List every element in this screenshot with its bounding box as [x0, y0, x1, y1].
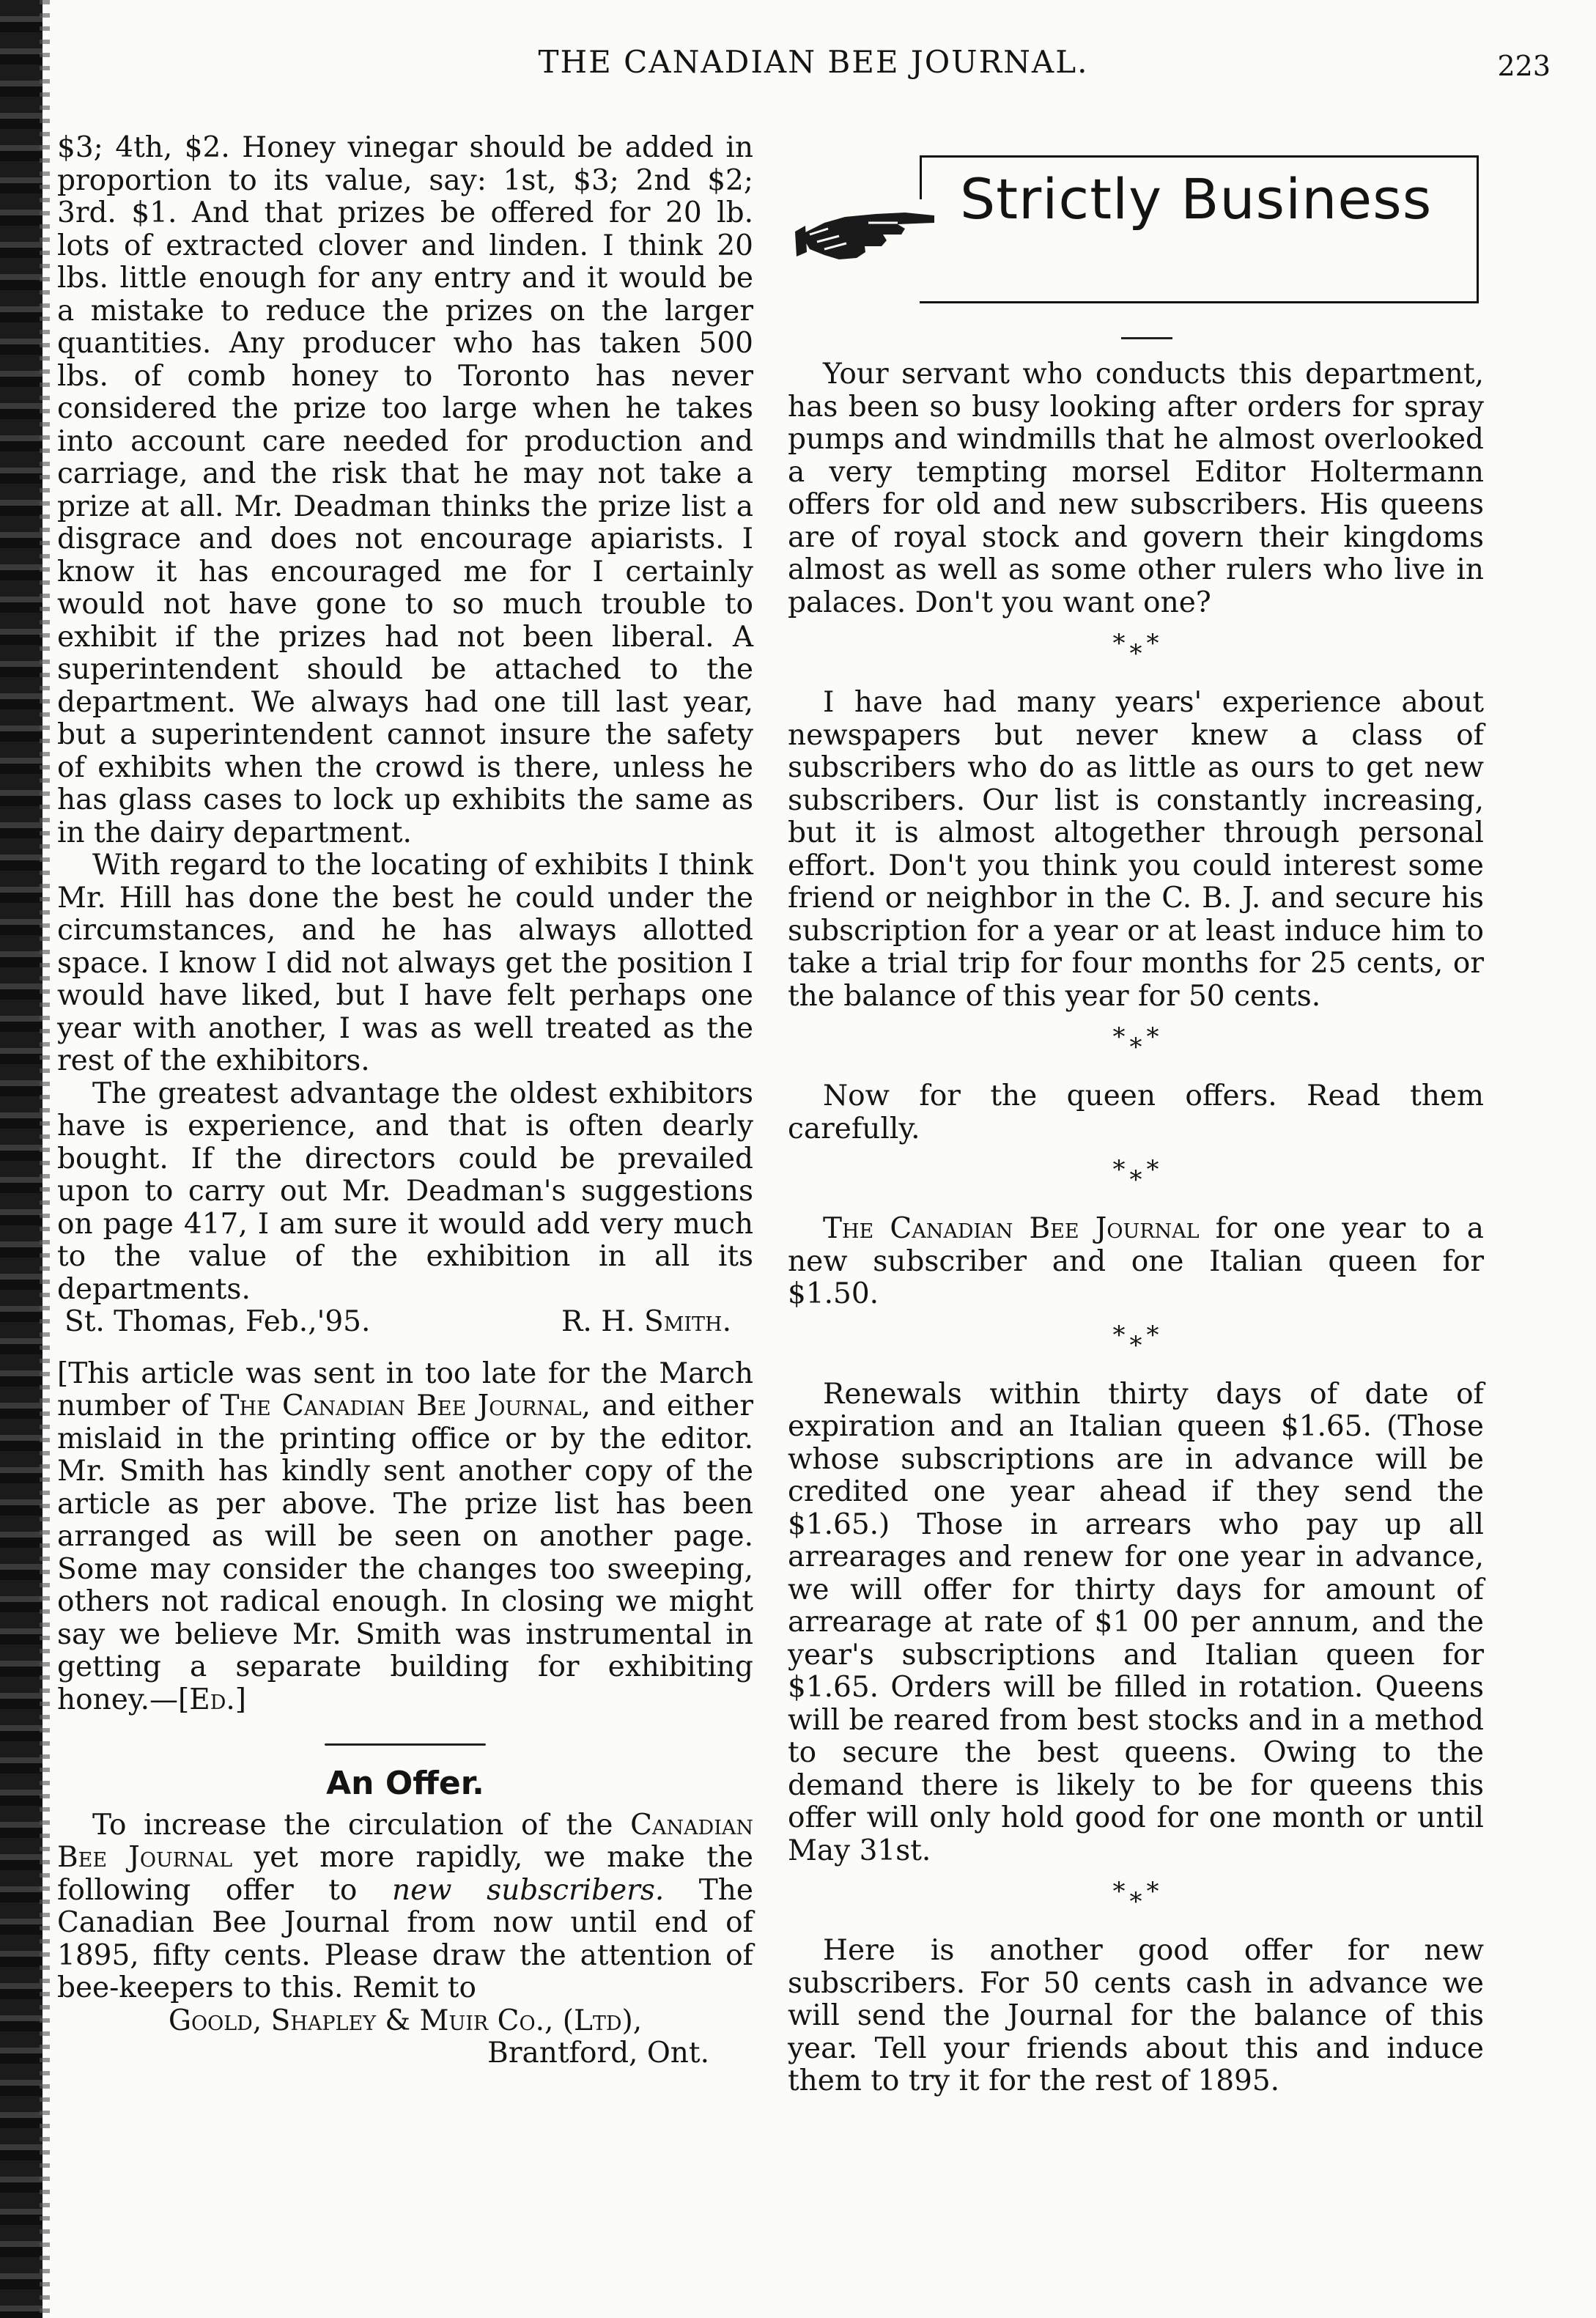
banner-title: Strictly Business	[960, 166, 1433, 232]
asterism-divider: * * *	[1112, 1155, 1159, 1195]
new-subscribers-emphasis: new subscribers.	[391, 1873, 665, 1907]
asterism-divider: * * *	[1112, 1877, 1159, 1916]
right-column	[788, 139, 1484, 2098]
page-number: 223	[1497, 50, 1551, 82]
business-paragraph: Your servant who conducts this department, has been so busy looking after orders for spray pumps and windmills that he almost overlooked a very tempting morsel Editor Holtermann offers for old and new subscribers. His queens are of royal stock and govern their kingdoms almost as well as some other rulers who live in palaces. Don't you want one?	[788, 358, 1484, 619]
asterism-divider: * * *	[1112, 1022, 1159, 1062]
editor-mark: Ed.	[189, 1683, 235, 1716]
asterism-divider: * * *	[1112, 1320, 1159, 1360]
article-signature	[57, 1306, 753, 1339]
section-divider	[57, 1734, 753, 1754]
signature-place-date: St. Thomas, Feb.,'95.	[64, 1305, 371, 1338]
signature-author: R. H. Smith.	[561, 1305, 731, 1338]
strictly-business-banner	[788, 139, 1484, 322]
article-paragraph: The greatest advantage the oldest exhibitors have is experience, and that is often dearly bought. If the directors could be prevailed upon to carry out Mr. Deadman's suggestions on page 417, I am sure it would add very much to the value of the exhibition in all its departments.	[57, 1077, 753, 1306]
business-paragraph: Now for the queen offers. Read them carefully.	[788, 1079, 1484, 1145]
book-binding-edge	[0, 0, 43, 2318]
offer-paragraph: To increase the circulation of the Canadian Bee Journal yet more rapidly, we make the following offer to new subscribers. The Canadian Bee Journal from now until end of 1895, fifty cents. Please draw the attention of bee-keepers to this. Remit to	[57, 1808, 753, 2004]
pointing-hand-icon	[795, 191, 942, 271]
heading-rule	[1121, 337, 1172, 339]
business-paragraph: I have had many years' experience about newspapers but never knew a class of subscribers who do as little as ours to get new subscribers. Our list is constantly increasing, but it is almost altogether through personal effort. Don't you think you could interest some friend or neighbor in the C. B. J. and secure his subscription for a year or at least induce him to take a trial trip for four months for 25 cents, or the balance of this year for 50 cents.	[788, 686, 1484, 1013]
running-head: THE CANADIAN BEE JOURNAL.	[538, 44, 1089, 80]
article-paragraph: With regard to the locating of exhibits I think Mr. Hill has done the best he could under the circumstances, and he has always allotted space. I know I did not always get the position I would have liked, but I have felt perhaps one year with another, I was as well treated as the rest of the exhibitors.	[57, 849, 753, 1077]
business-paragraph: Here is another good offer for new subscribers. For 50 cents cash in advance we will send the Journal for the balance of this year. Tell your friends about this and induce them to try it for the rest of 1895.	[788, 1934, 1484, 2097]
article-paragraph: $3; 4th, $2. Honey vinegar should be added in proportion to its value, say: 1st, $3; 2nd $2; 3rd. $1. And that prizes be offered for 20 lb. lots of extracted clover and linden. I think 20 lbs. little enough for any entry and it would be a mistake to reduce the prizes on the larger quantities. Any producer who has taken 500 lbs. of comb honey to Toronto has never considered the prize too large when he takes into account care needed for production and carriage, and the risk that he may not take a prize at all. Mr. Deadman thinks the prize list a disgrace and does not encourage apiarists. I know it has encouraged me for I certainly would not have gone to so much trouble to exhibit if the prizes had not been liberal. A superintendent should be attached to the department. We always had one till last year, but a superintendent cannot insure the safety of exhibits when the crowd is there, unless he has glass cases to lock up exhibits the same as in the dairy department.	[57, 131, 753, 849]
publisher-place: Brantford, Ont.	[487, 2037, 709, 2070]
business-paragraph: The Canadian Bee Journal for one year to a new subscriber and one Italian queen for $1.50.	[788, 1212, 1485, 1310]
publisher-name: Goold, Shapley & Muir Co., (Ltd),	[168, 2004, 643, 2037]
editor-note: [This article was sent in too late for the March number of The Canadian Bee Journal, and either mislaid in the printing office or by the editor. Mr. Smith has kindly sent another copy of the article as per above. The prize list has been arranged as will be seen on another page. Some may consider the changes too sweeping, others not radical enough. In closing we might say we believe Mr. Smith was instrumental in getting a separate building for exhibiting honey.—[Ed.]	[57, 1357, 753, 1716]
journal-name: The Canadian Bee Journal	[823, 1212, 1200, 1245]
journal-name: The Canadian Bee Journal	[220, 1389, 582, 1422]
business-paragraph: Renewals within thirty days of date of expiration and an Italian queen $1.65. (Those whose subscriptions are in advance will be credited one year ahead if they send the $1.65.) Those in arrears who pay up all arrearages and renew for one year in advance, we will offer for thirty days for amount of arrearage at rate of $1 00 per annum, and the year's subscriptions and Italian queen for $1.65. Orders will be filled in rotation. Queens will be reared from best stocks and in a method to secure the best queens. Owing to the demand there is likely to be for queens this offer will only hold good for one month or until May 31st.	[788, 1377, 1484, 1867]
offer-heading: An Offer.	[326, 1765, 484, 1802]
left-column	[57, 132, 753, 2070]
journal-name: Canadian Bee Journal	[57, 1808, 753, 1874]
asterism-divider: * * *	[1112, 629, 1159, 668]
